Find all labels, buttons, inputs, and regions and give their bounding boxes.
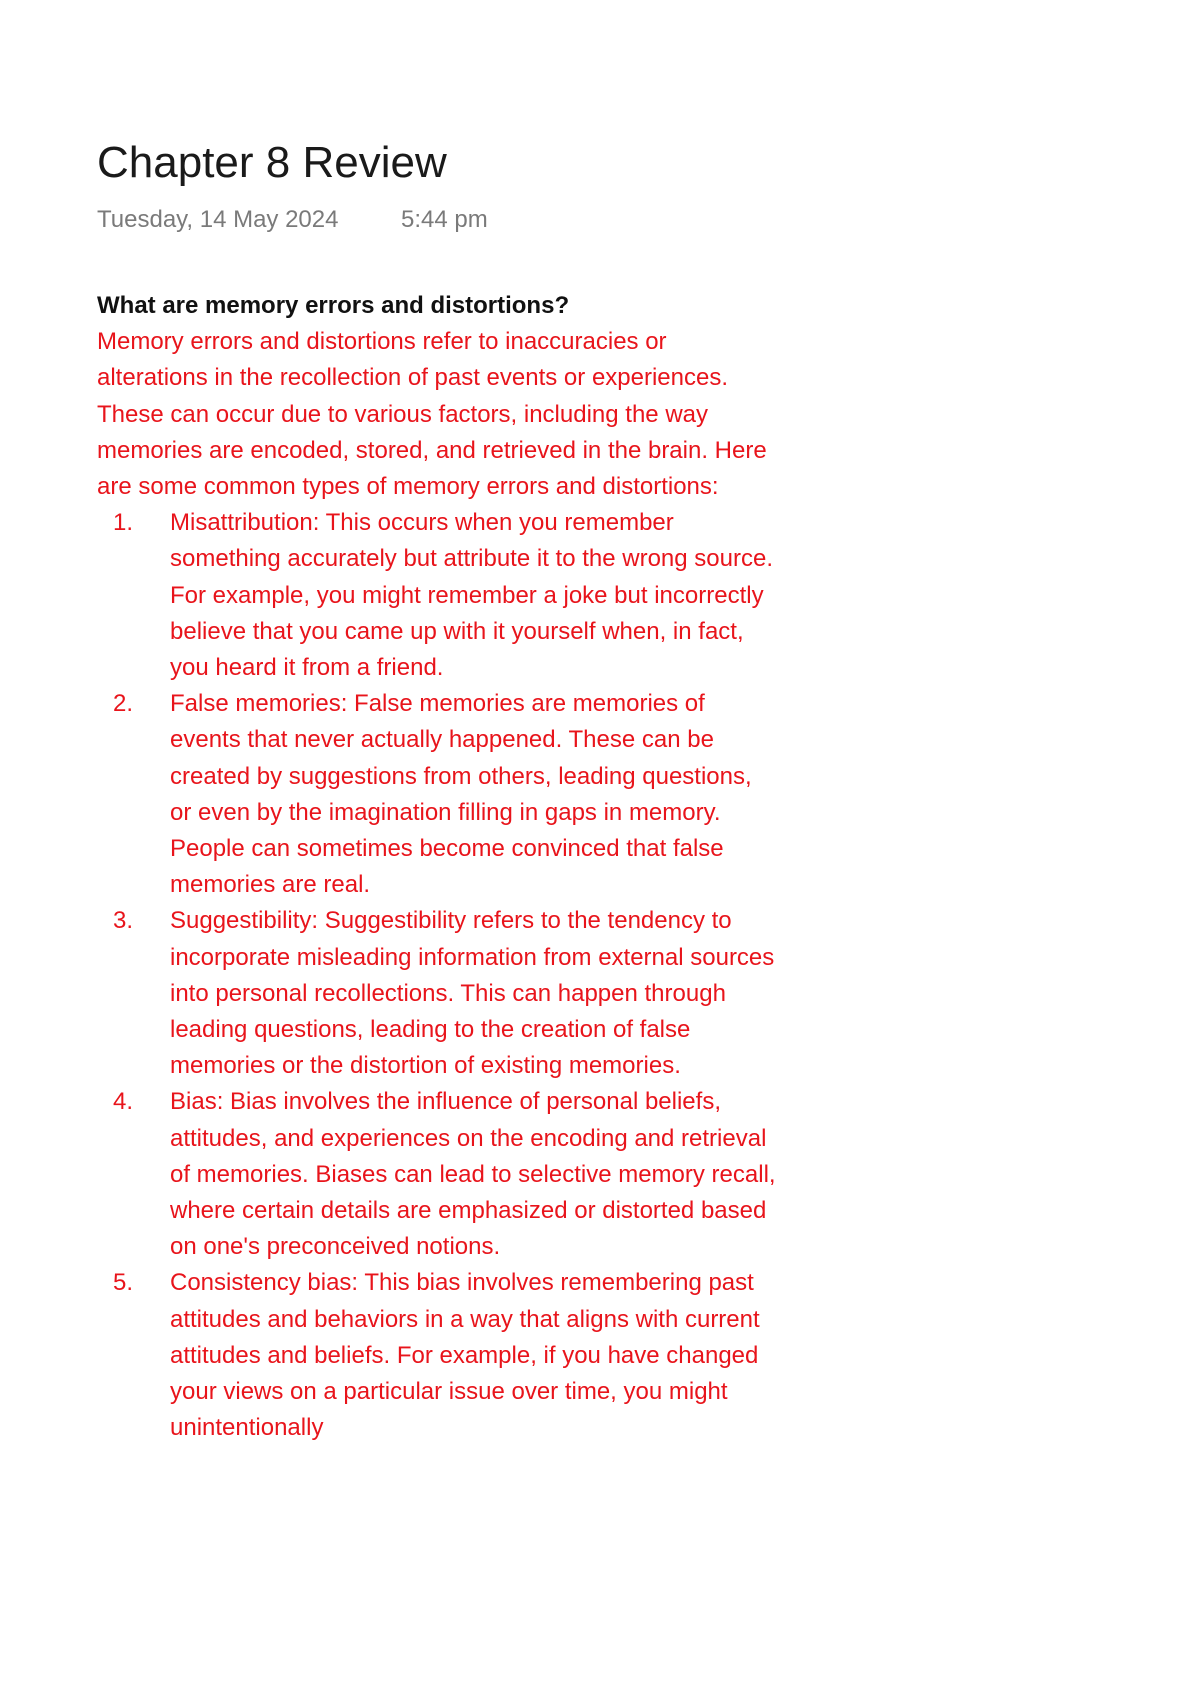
list-item (97, 686, 777, 903)
page-time: 5:44 pm (401, 206, 488, 233)
memory-error-list (97, 505, 777, 1446)
list-item-text: Suggestibility: Suggestibility refers to the tendency to incorporate misleading information from external sources into personal recollections. This can happen through leading questions, leading to the creation of false memories or the distortion of existing memories. (170, 907, 775, 1080)
list-item (97, 903, 777, 1084)
list-item-text: False memories: False memories are memories of events that never actually happened. These can be created by suggestions from others, leading questions, or even by the imagination filling in gaps in memory. People can sometimes become convinced that false memories are real. (170, 690, 752, 899)
list-item-number: 5. (113, 1269, 134, 1297)
list-item-number: 2. (113, 690, 134, 718)
list-item-number: 3. (113, 907, 134, 935)
note-content (97, 288, 777, 1572)
page-meta (97, 204, 488, 236)
answer-intro: Memory errors and distortions refer to inaccuracies or alterations in the recollection of past events or experiences. These can occur due to various factors, including the way memories are encoded, stored, and retrieved in the brain. Here are some common types of memory errors and distortions: (97, 328, 767, 501)
page-title: Chapter 8 Review (97, 138, 447, 187)
list-item (97, 505, 777, 686)
list-item-text: Consistency bias: This bias involves remembering past attitudes and behaviors in a way that aligns with current attitudes and beliefs. For example, if you have changed your views on a particular issue over time, you might unintentionally (170, 1269, 760, 1442)
list-item (97, 1265, 777, 1446)
list-item-number: 4. (113, 1088, 134, 1116)
list-item-text: Misattribution: This occurs when you remember something accurately but attribute it to the wrong source. For example, you might remember a joke but incorrectly believe that you came up with it yourself when, in fact, you heard it from a friend. (170, 509, 773, 682)
list-item-number: 1. (113, 509, 134, 537)
list-item-text: Bias: Bias involves the influence of personal beliefs, attitudes, and experiences on the encoding and retrieval of memories. Biases can lead to selective memory recall, where certain details are emphasized or distorted based on one's preconceived notions. (170, 1088, 776, 1261)
page-date: Tuesday, 14 May 2024 (97, 206, 339, 233)
question-heading: What are memory errors and distortions? (97, 292, 570, 319)
list-item (97, 1084, 777, 1265)
